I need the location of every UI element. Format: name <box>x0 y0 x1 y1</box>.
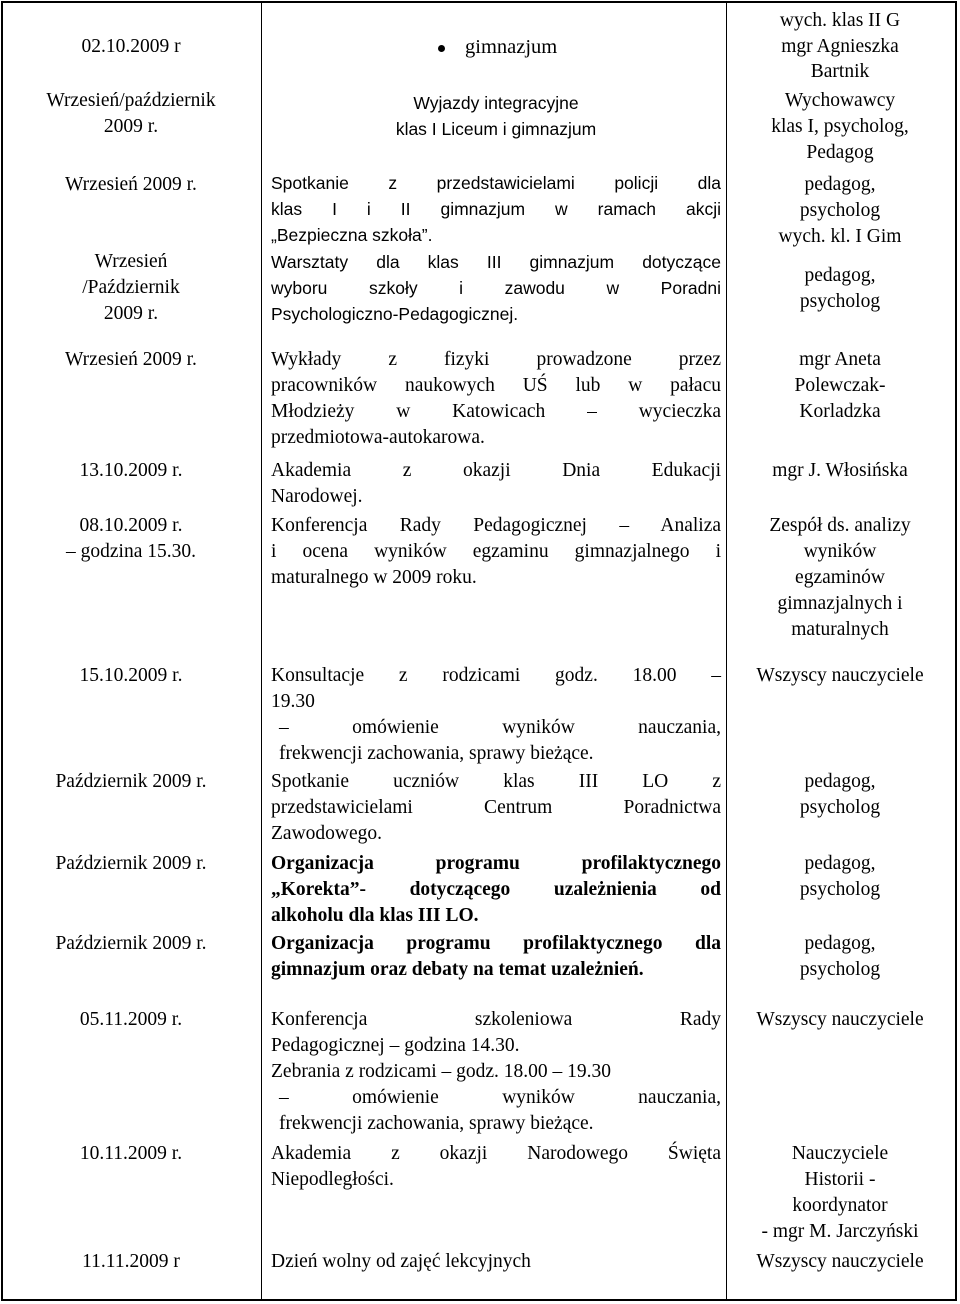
event-line: – omówienie wyników nauczania, <box>279 717 721 738</box>
person-line: maturalnych <box>791 619 889 640</box>
row-11-event <box>271 1007 721 1137</box>
event-line: Spotkanie z przedstawicielami policji dla <box>271 173 721 193</box>
person-line: Wszyscy nauczyciele <box>756 1009 924 1030</box>
event-line: Akademia z okazji Narodowego Święta <box>271 1143 721 1164</box>
person-line: Zespół ds. analizy <box>769 515 911 536</box>
person-line: wyników <box>803 541 877 562</box>
row-7-date <box>9 663 253 689</box>
row-4-person <box>729 347 951 425</box>
event-line: Organizacja programu profilaktycznego <box>271 853 721 874</box>
event-line: Młodzieży w Katowicach – wycieczka <box>271 401 721 422</box>
person-line: psycholog <box>799 959 881 980</box>
row-12-date <box>9 1141 253 1167</box>
row-2-event <box>271 170 721 248</box>
row-12-event <box>271 1141 721 1193</box>
person-line: Wychowawcy <box>784 90 896 111</box>
event-line: Akademia z okazji Dnia Edukacji <box>271 460 721 481</box>
person-line: mgr J. Włosińska <box>772 460 908 481</box>
person-line: pedagog, <box>804 771 876 792</box>
event-line: Dzień wolny od zajęć lekcyjnych <box>271 1251 531 1272</box>
row-10-date <box>9 931 253 957</box>
person-line: psycholog <box>799 291 881 312</box>
row-4-event <box>271 347 721 451</box>
date-line: Wrzesień/październik <box>46 90 216 111</box>
date-line: Październik 2009 r. <box>55 933 207 954</box>
row-5-event <box>271 458 721 510</box>
event-line: – omówienie wyników nauczania, <box>279 1087 721 1108</box>
person-line: koordynator <box>792 1195 888 1216</box>
row-7-event <box>271 663 721 767</box>
event-line: przedmiotowa-autokarowa. <box>271 427 485 448</box>
event-line: „Bezpieczna szkoła”. <box>271 225 433 245</box>
date-line: 2009 r. <box>103 303 159 324</box>
date-line: 08.10.2009 r. <box>79 515 183 536</box>
row-13-person <box>729 1249 951 1275</box>
column-divider-1 <box>261 1 262 1301</box>
row-6-date <box>9 513 253 565</box>
person-line: Korladzka <box>799 401 881 422</box>
event-line: Konferencja Rady Pedagogicznej – Analiza <box>271 515 721 536</box>
person-line: - mgr M. Jarczyński <box>761 1221 919 1242</box>
row-13-event <box>271 1249 721 1275</box>
event-line: klas I i II gimnazjum w ramach akcji <box>271 199 721 219</box>
date-line: Wrzesień 2009 r. <box>65 349 197 370</box>
event-line: gimnazjum oraz debaty na temat uzależnień. <box>271 959 644 980</box>
date-line: 10.11.2009 r. <box>79 1143 183 1164</box>
event-line: „Korekta”- dotyczącego uzależnienia od <box>271 879 721 900</box>
event-line: Warsztaty dla klas III gimnazjum dotyczące <box>271 252 721 272</box>
person-line: gimnazjalnych i <box>777 593 903 614</box>
date-line: 05.11.2009 r. <box>79 1009 183 1030</box>
row-13-date <box>9 1249 253 1275</box>
event-line: i ocena wyników egzaminu gimnazjalnego i <box>271 541 721 562</box>
person-line: egzaminów <box>795 567 885 588</box>
event-line: klas I Liceum i gimnazjum <box>395 119 597 139</box>
event-line: Narodowej. <box>271 486 363 507</box>
row-0-person <box>729 8 951 85</box>
person-line: pedagog, <box>804 853 876 874</box>
person-line: mgr Aneta <box>799 349 881 370</box>
event-line: Organizacja programu profilaktycznego dla <box>271 933 721 954</box>
event-line: maturalnego w 2009 roku. <box>271 567 477 588</box>
event-line: Konferencja szkoleniowa Rady <box>271 1009 721 1030</box>
event-line: 19.30 <box>271 691 315 712</box>
bullet-text: gimnazjum <box>465 36 558 58</box>
person-line: wych. klas II G <box>779 10 901 31</box>
row-6-event <box>271 513 721 591</box>
event-line: Psychologiczno-Pedagogicznej. <box>271 304 519 324</box>
row-3-event <box>271 249 721 327</box>
date-line: 11.11.2009 r <box>82 1251 180 1272</box>
person-line: Nauczyciele <box>791 1143 889 1164</box>
row-8-event <box>271 769 721 847</box>
row-8-date <box>9 769 253 795</box>
person-line: psycholog <box>799 200 881 221</box>
row-1-person <box>729 88 951 166</box>
person-line: pedagog, <box>804 265 876 286</box>
event-line: przedstawicielami Centrum Poradnictwa <box>271 797 721 818</box>
row-1-date <box>9 88 253 140</box>
row-5-date <box>9 458 253 484</box>
row-0-bullet-text <box>465 34 557 60</box>
row-6-person <box>729 513 951 643</box>
person-line: psycholog <box>799 797 881 818</box>
row-10-person <box>729 931 951 983</box>
date-line: Wrzesień <box>94 251 168 272</box>
event-line: Konsultacje z rodzicami godz. 18.00 – <box>271 665 721 686</box>
event-line: frekwencji zachowania, sprawy bieżące. <box>279 743 594 764</box>
event-line: Wykłady z fizyki prowadzone przez <box>271 349 721 370</box>
date-line: Październik 2009 r. <box>55 853 207 874</box>
row-9-date <box>9 851 253 877</box>
person-line: Wszyscy nauczyciele <box>756 1251 924 1272</box>
person-line: pedagog, <box>804 933 876 954</box>
row-12-person <box>729 1141 951 1245</box>
row-3-person <box>729 263 951 315</box>
person-line: Pedagog <box>806 142 874 163</box>
date-line: Wrzesień 2009 r. <box>65 174 197 195</box>
row-9-event <box>271 851 721 929</box>
event-line: frekwencji zachowania, sprawy bieżące. <box>279 1113 594 1134</box>
person-line: klas I, psycholog, <box>771 116 909 137</box>
person-line: pedagog, <box>804 174 876 195</box>
person-line: Bartnik <box>810 61 870 82</box>
row-5-person <box>729 458 951 484</box>
event-line: Zebrania z rodzicami – godz. 18.00 – 19.30 <box>271 1061 612 1082</box>
row-2-person <box>729 172 951 250</box>
row-2-date <box>9 172 253 198</box>
event-line: wyboru szkoły i zawodu w Poradni <box>271 278 721 298</box>
event-line: pracowników naukowych UŚ lub w pałacu <box>271 375 721 396</box>
row-0-date <box>9 34 253 60</box>
date-line: 15.10.2009 r. <box>79 665 183 686</box>
person-line: Polewczak- <box>794 375 886 396</box>
row-11-person <box>729 1007 951 1033</box>
row-11-date <box>9 1007 253 1033</box>
person-line: wych. kl. I Gim <box>778 226 902 247</box>
date-line: 02.10.2009 r <box>81 36 181 57</box>
person-line: Historii - <box>804 1169 876 1190</box>
event-line: Wyjazdy integracyjne <box>413 93 579 113</box>
row-8-person <box>729 769 951 821</box>
event-line: Pedagogicznej – godzina 14.30. <box>271 1035 520 1056</box>
row-7-person <box>729 663 951 689</box>
date-line: 13.10.2009 r. <box>79 460 183 481</box>
column-divider-2 <box>726 1 727 1301</box>
row-1-event <box>271 90 721 142</box>
person-line: psycholog <box>799 879 881 900</box>
date-line: 2009 r. <box>103 116 159 137</box>
person-line: mgr Agnieszka <box>781 35 899 57</box>
person-line: Wszyscy nauczyciele <box>756 665 924 686</box>
bullet-icon <box>438 45 445 52</box>
event-line: Zawodowego. <box>271 823 383 844</box>
schedule-page <box>1 1 958 1302</box>
event-line: Spotkanie uczniów klas III LO z <box>271 771 721 792</box>
row-4-date <box>9 347 253 373</box>
date-line: – godzina 15.30. <box>66 541 196 562</box>
row-3-date <box>9 249 253 327</box>
row-9-person <box>729 851 951 903</box>
date-line: Październik 2009 r. <box>55 771 207 792</box>
event-line: alkoholu dla klas III LO. <box>271 905 479 926</box>
event-line: Niepodległości. <box>271 1169 394 1190</box>
date-line: /Październik <box>82 277 180 298</box>
row-10-event <box>271 931 721 983</box>
